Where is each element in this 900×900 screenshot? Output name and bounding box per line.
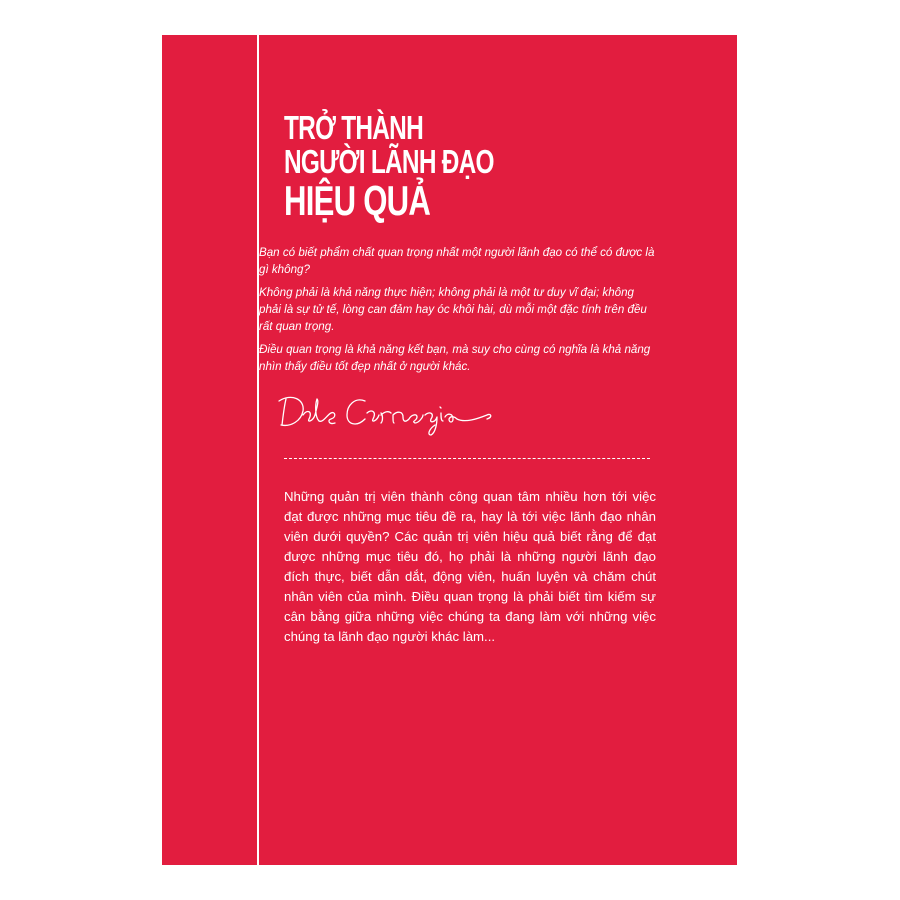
title-line-2: NGƯỜI LÃNH ĐẠO (284, 143, 494, 180)
author-quote (259, 244, 659, 381)
quote-paragraph-1: Bạn có biết phẩm chất quan trọng nhất một người lãnh đạo có thể có được là gì không? (259, 246, 655, 276)
title-line-3: HIỆU QUẢ (284, 177, 431, 224)
book-title (284, 111, 494, 223)
author-signature (259, 385, 499, 439)
dashed-divider (284, 458, 650, 459)
spine-divider-line (257, 35, 259, 865)
title-line-1: TRỞ THÀNH (284, 109, 423, 146)
quote-paragraph-3: Điều quan trọng là khả năng kết bạn, mà suy cho cùng có nghĩa là khả năng nhìn thấy điều tốt đẹp nhất ở người khác. (259, 343, 651, 373)
book-back-cover (162, 35, 737, 865)
quote-paragraph-2: Không phải là khả năng thực hiện; không phải là một tư duy vĩ đại; không phải là sự tử tế, lòng can đảm hay óc khôi hài, dù mỗi một đặc tính trên đều rất quan trọng. (259, 286, 647, 333)
book-description: Những quản trị viên thành công quan tâm nhiều hơn tới việc đạt được những mục tiêu đề ra, hay là tới việc lãnh đạo nhân viên dưới quyền? Các quản trị viên hiệu quả biết rằng để đạt được những mục tiêu đó, họ phải là những người lãnh đạo đích thực, biết dẫn dắt, động viên, huấn luyện và chăm chút nhân viên của mình. Điều quan trọng là phải biết tìm kiếm sự cân bằng giữa những việc chúng ta đang làm với những việc chúng ta lãnh đạo người khác làm... (284, 489, 656, 644)
